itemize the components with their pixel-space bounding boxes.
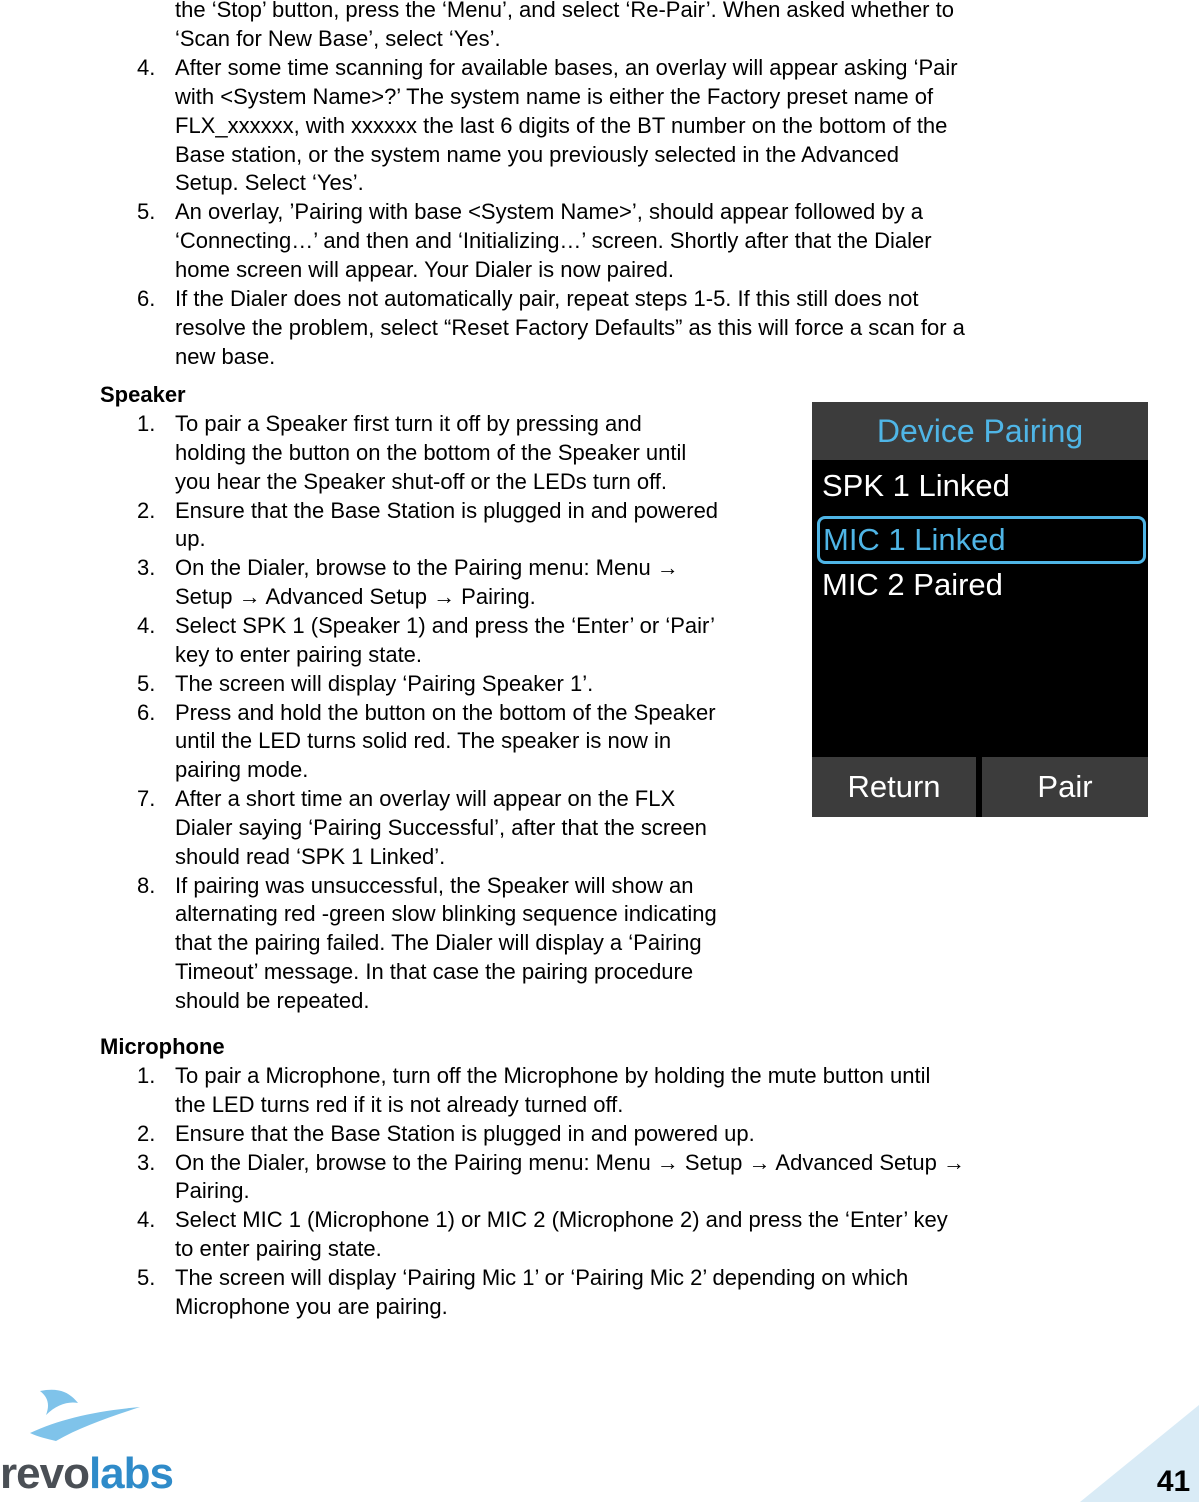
list-item-line: On the Dialer, browse to the Pairing menu: Menu → Setup → Advanced Setup → [175, 1149, 965, 1175]
list-item-line: new base. [175, 343, 276, 369]
list-item-line: with <System Name>?’ The system name is either the Factory preset name of [175, 83, 934, 109]
list-item-line: Select SPK 1 (Speaker 1) and press the ‘Enter’ or ‘Pair’ [175, 612, 716, 638]
list-item-line: The screen will display ‘Pairing Speaker 1’. [175, 670, 594, 696]
page-number: 41 [1148, 1462, 1199, 1502]
list-item-line: ‘Connecting…’ and then and ‘Initializing…’ screen. Shortly after that the Dialer [175, 228, 932, 254]
list-item-line: holding the button on the bottom of the Speaker until [175, 439, 687, 465]
list-item-line: should read ‘SPK 1 Linked’. [175, 843, 446, 869]
list-item-line: On the Dialer, browse to the Pairing menu: Menu → [175, 555, 679, 581]
screen-title: Device Pairing [812, 402, 1148, 460]
revolabs-wordmark [0, 1448, 173, 1500]
list-item-line: the LED turns red if it is not already turned off. [175, 1091, 624, 1117]
list-item-line: you hear the Speaker shut-off or the LEDs turn off. [175, 468, 668, 494]
list-item-line: If pairing was unsuccessful, the Speaker will show an [175, 872, 694, 898]
list-item-number: 8. [137, 872, 156, 898]
list-item-number: 5. [137, 199, 156, 225]
wordmark-labs: labs [88, 1449, 173, 1498]
list-item-number: 5. [137, 670, 156, 696]
list-item-line: FLX_xxxxxx, with xxxxxx the last 6 digits of the BT number on the bottom of the [175, 112, 948, 138]
list-item-line: To pair a Microphone, turn off the Microphone by holding the mute button until [175, 1063, 931, 1088]
list-item-line: The screen will display ‘Pairing Mic 1’ or ‘Pairing Mic 2’ depending on which [175, 1264, 909, 1290]
list-item-line: until the LED turns solid red. The speaker is now in [175, 728, 672, 754]
list-item-number: 2. [137, 497, 156, 523]
list-item-number: 6. [137, 285, 156, 311]
list-item-line: up. [175, 526, 206, 552]
list-item-line: To pair a Speaker first turn it off by pressing and [175, 411, 642, 436]
microphone-heading: Microphone [100, 1034, 225, 1059]
list-item-line: Setup. Select ‘Yes’. [175, 170, 364, 196]
list-item-line: alternating red -green slow blinking sequence indicating [175, 901, 717, 927]
screen-row-mic2: MIC 2 Paired [822, 567, 1003, 602]
device-pairing-screen [812, 402, 1148, 817]
list-item-number: 3. [137, 1149, 156, 1175]
list-item-line: home screen will appear. Your Dialer is now paired. [175, 256, 674, 282]
list-item-line: that the pairing failed. The Dialer will display a ‘Pairing [175, 930, 702, 956]
list-item-line: Base station, or the system name you previously selected in the Advanced [175, 141, 899, 167]
wordmark-revo: revo [0, 1449, 89, 1498]
list-item-line: Ensure that the Base Station is plugged in and powered up. [175, 1120, 755, 1146]
list-item-number: 1. [137, 1063, 156, 1088]
list-item-line: After a short time an overlay will appear on the FLX [175, 786, 676, 812]
list-item-line: Pairing. [175, 1178, 250, 1204]
list-item-line: to enter pairing state. [175, 1236, 382, 1262]
list-item-line: should be repeated. [175, 988, 370, 1013]
list-item-line: Press and hold the button on the bottom of the Speaker [175, 699, 716, 725]
list-item-line: Setup → Advanced Setup → Pairing. [175, 584, 536, 610]
intro-line-0: the ‘Stop’ button, press the ‘Menu’, and select ‘Re-Pair’. When asked whether to [175, 0, 954, 22]
list-item-line: Select MIC 1 (Microphone 1) or MIC 2 (Microphone 2) and press the ‘Enter’ key [175, 1207, 948, 1233]
screen-row-spk1: SPK 1 Linked [822, 468, 1010, 503]
list-item-number: 7. [137, 786, 156, 812]
softkey-pair: Pair [982, 757, 1148, 817]
list-item-number: 6. [137, 699, 156, 725]
list-item-number: 1. [137, 411, 156, 436]
list-item-number: 3. [137, 555, 156, 581]
list-item-line: An overlay, ’Pairing with base <System Name>’, should appear followed by a [175, 199, 923, 225]
list-item-line: Ensure that the Base Station is plugged in and powered [175, 497, 719, 523]
list-item-number: 4. [137, 1207, 156, 1233]
screen-row-mic1-selected: MIC 1 Linked [817, 516, 1146, 564]
list-item-number: 4. [137, 55, 156, 80]
list-item-line: Dialer saying ‘Pairing Successful’, after that the screen [175, 814, 707, 840]
list-item-line: Microphone you are pairing. [175, 1293, 448, 1319]
list-item-line: Timeout’ message. In that case the pairing procedure [175, 959, 694, 985]
softkey-return: Return [812, 757, 976, 817]
intro-line-1: ‘Scan for New Base’, select ‘Yes’. [175, 26, 501, 51]
list-item-line: resolve the problem, select “Reset Factory Defaults” as this will force a scan for a [175, 314, 965, 340]
list-item-line: If the Dialer does not automatically pair, repeat steps 1-5. If this still does not [175, 285, 919, 311]
speaker-heading: Speaker [100, 382, 186, 407]
list-item-line: After some time scanning for available bases, an overlay will appear asking ‘Pair [175, 55, 958, 80]
list-item-line: pairing mode. [175, 757, 309, 783]
list-item-number: 2. [137, 1120, 156, 1146]
list-item-number: 5. [137, 1264, 156, 1290]
list-item-number: 4. [137, 612, 156, 638]
list-item-line: key to enter pairing state. [175, 641, 423, 667]
